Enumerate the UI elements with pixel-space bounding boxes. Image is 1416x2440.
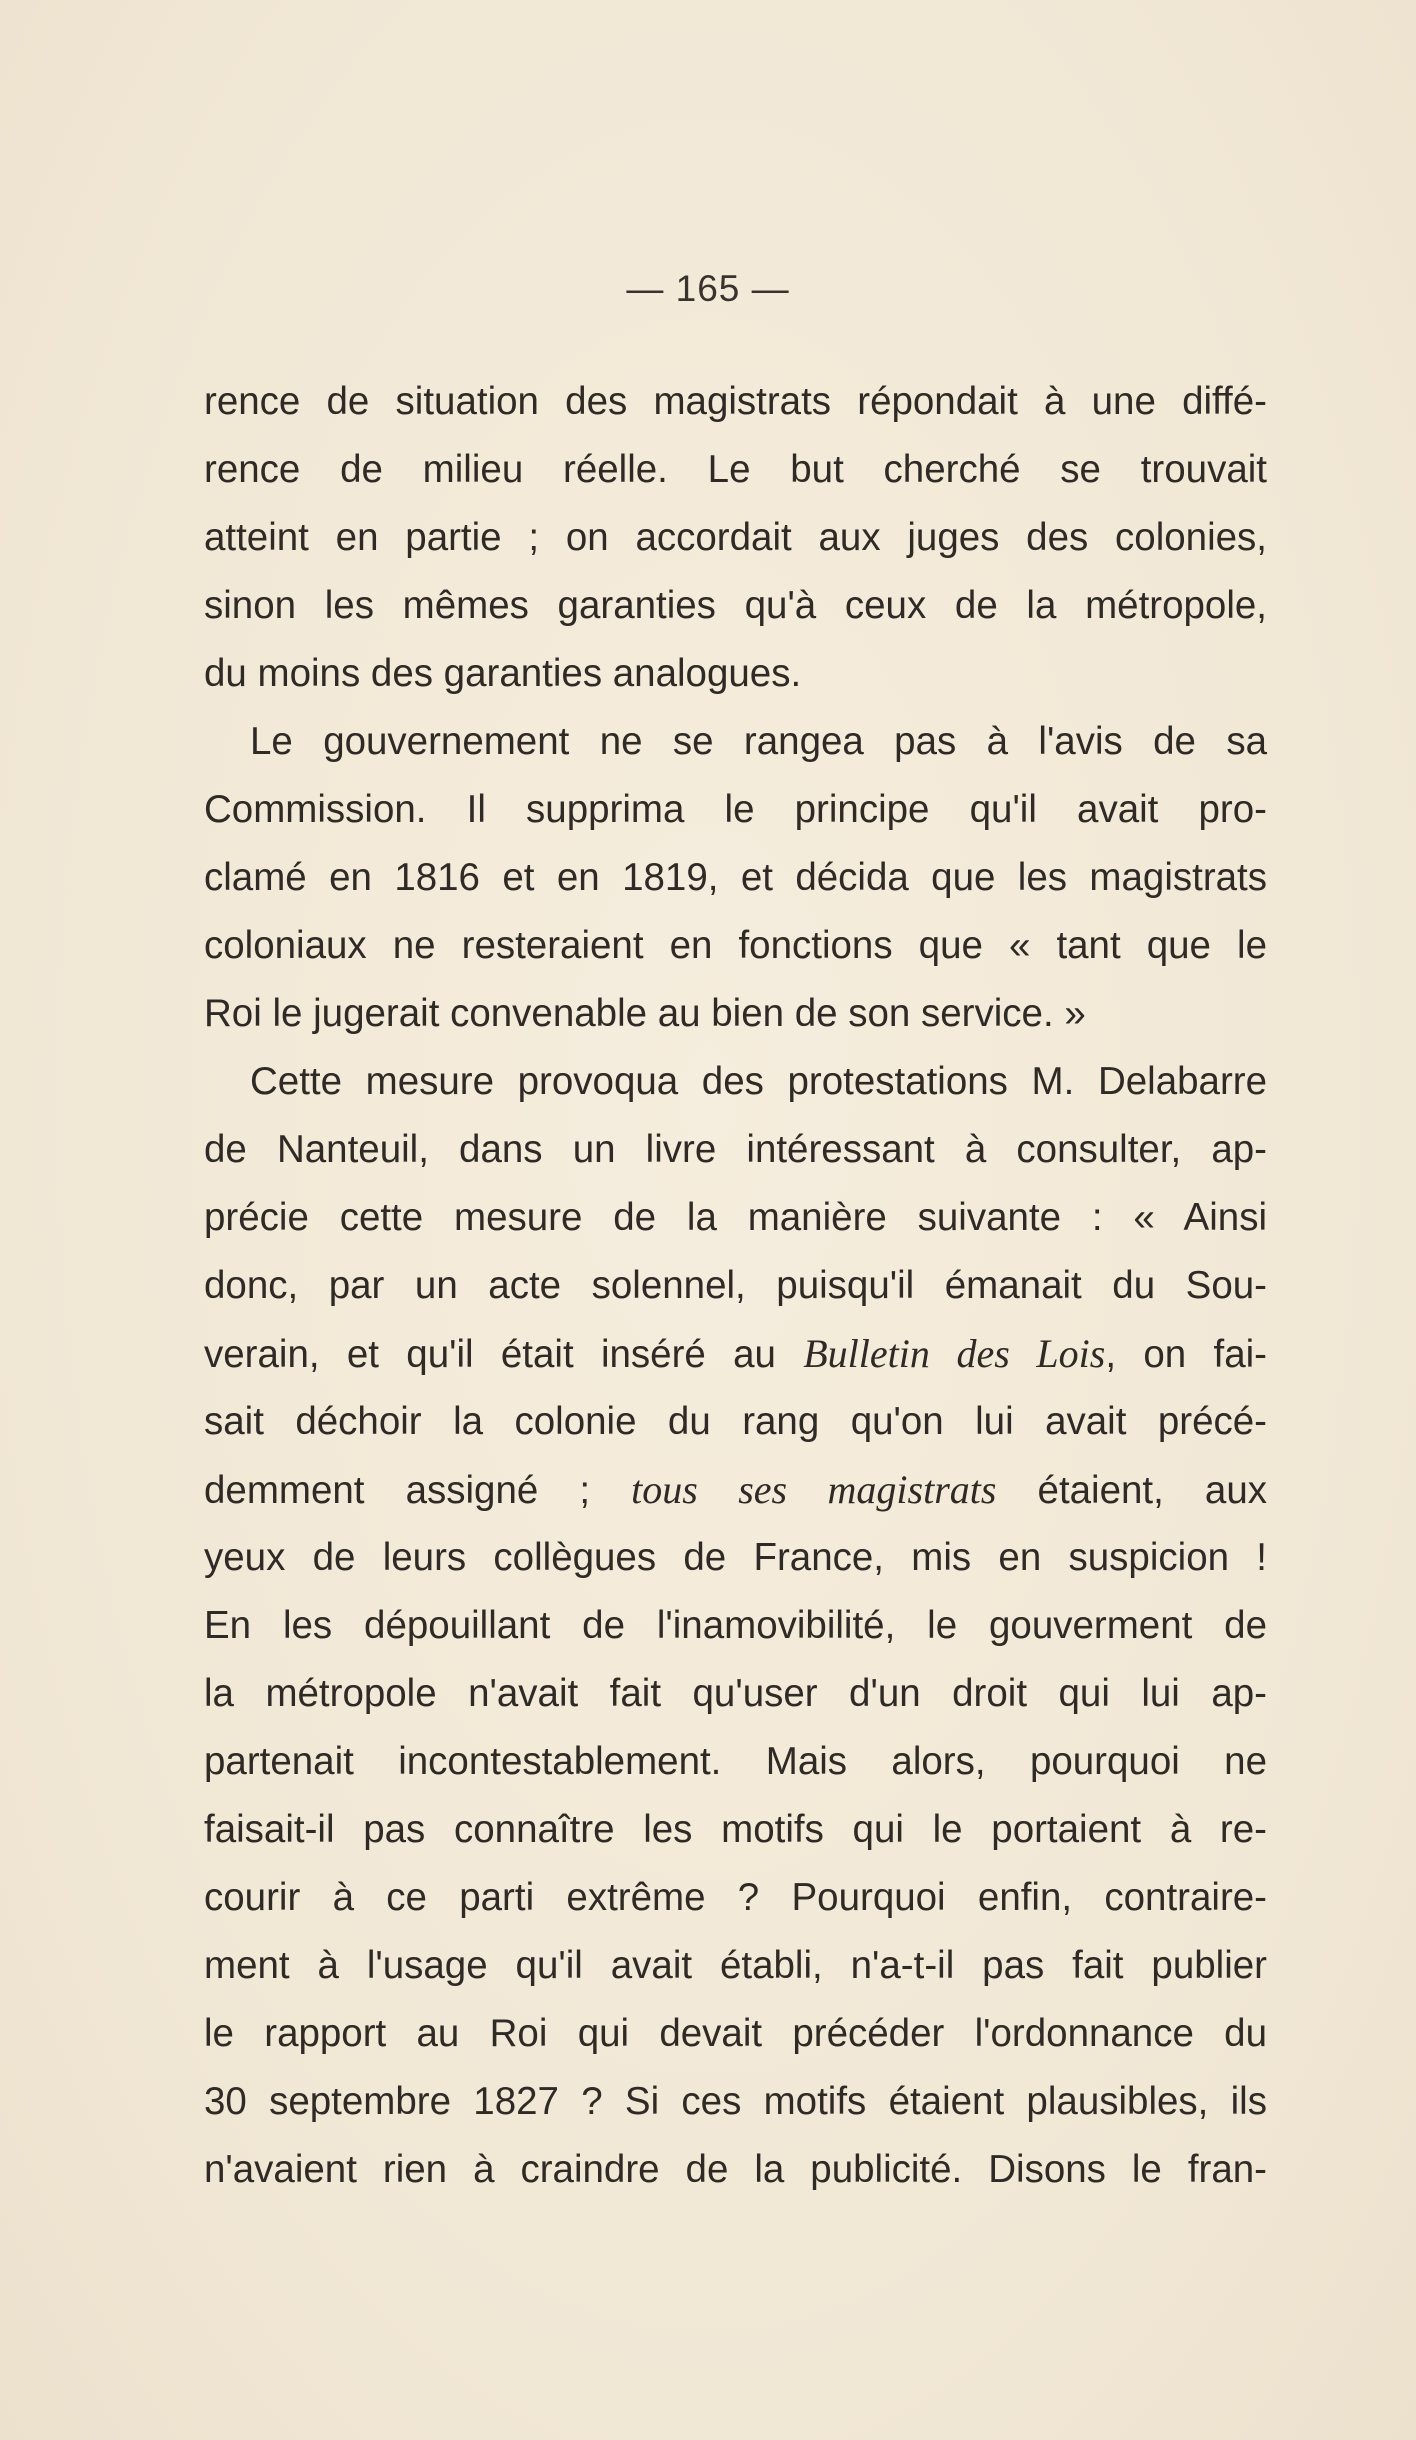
text-line: la métropole n'avait fait qu'user d'un droit qui lui ap-	[204, 1672, 1267, 1715]
text-line: sinon les mêmes garanties qu'à ceux de la métropole,	[204, 584, 1267, 627]
paragraph-end-line: du moins des garanties analogues.	[204, 652, 802, 695]
text-line: le rapport au Roi qui devait précéder l'ordonnance du	[204, 2012, 1267, 2055]
text-line: coloniaux ne resteraient en fonctions que « tant que le	[204, 924, 1267, 967]
text-line: ment à l'usage qu'il avait établi, n'a-t-il pas fait publier	[204, 1944, 1267, 1987]
page-number: — 165 —	[626, 268, 790, 309]
text-line: rence de milieu réelle. Le but cherché se trouvait	[204, 448, 1267, 491]
text-line: yeux de leurs collègues de France, mis en suspicion !	[204, 1536, 1267, 1579]
text-line: rence de situation des magistrats répondait à une diffé-	[204, 380, 1267, 423]
italic-title: Bulletin des Lois	[803, 1331, 1106, 1376]
text-line: de Nanteuil, dans un livre intéressant à consulter, ap-	[204, 1128, 1267, 1171]
text-line: partenait incontestablement. Mais alors, pourquoi ne	[204, 1740, 1267, 1783]
text-line: Commission. Il supprima le principe qu'il avait pro-	[204, 788, 1267, 831]
text-line: précie cette mesure de la manière suivante : « Ainsi	[204, 1196, 1267, 1239]
text-line: clamé en 1816 et en 1819, et décida que les magistrats	[204, 856, 1267, 899]
italic-title: tous ses magistrats	[631, 1467, 997, 1512]
text-line: faisait-il pas connaître les motifs qui le portaient à re-	[204, 1808, 1267, 1851]
text-line: atteint en partie ; on accordait aux juges des colonies,	[204, 516, 1267, 559]
text-line: sait déchoir la colonie du rang qu'on lui avait précé-	[204, 1400, 1267, 1443]
text-line-with-italic: verain, et qu'il était inséré au Bulletin des Lois, on fai-	[204, 1331, 1267, 1376]
paragraph-start-line: Le gouvernement ne se rangea pas à l'avis de sa	[250, 720, 1267, 763]
text-line: 30 septembre 1827 ? Si ces motifs étaient plausibles, ils	[204, 2080, 1267, 2123]
body-text	[204, 368, 1267, 2204]
paragraph-start-line: Cette mesure provoqua des protestations M. Delabarre	[250, 1060, 1267, 1103]
paragraph-end-line: Roi le jugerait convenable au bien de son service. »	[204, 992, 1086, 1035]
text-line: En les dépouillant de l'inamovibilité, le gouverment de	[204, 1604, 1267, 1647]
text-line-with-italic: demment assigné ; tous ses magistrats étaient, aux	[204, 1467, 1267, 1512]
text-line: n'avaient rien à craindre de la publicité. Disons le fran-	[204, 2148, 1267, 2191]
text-line: courir à ce parti extrême ? Pourquoi enfin, contraire-	[204, 1876, 1267, 1919]
text-line: donc, par un acte solennel, puisqu'il émanait du Sou-	[204, 1264, 1267, 1307]
